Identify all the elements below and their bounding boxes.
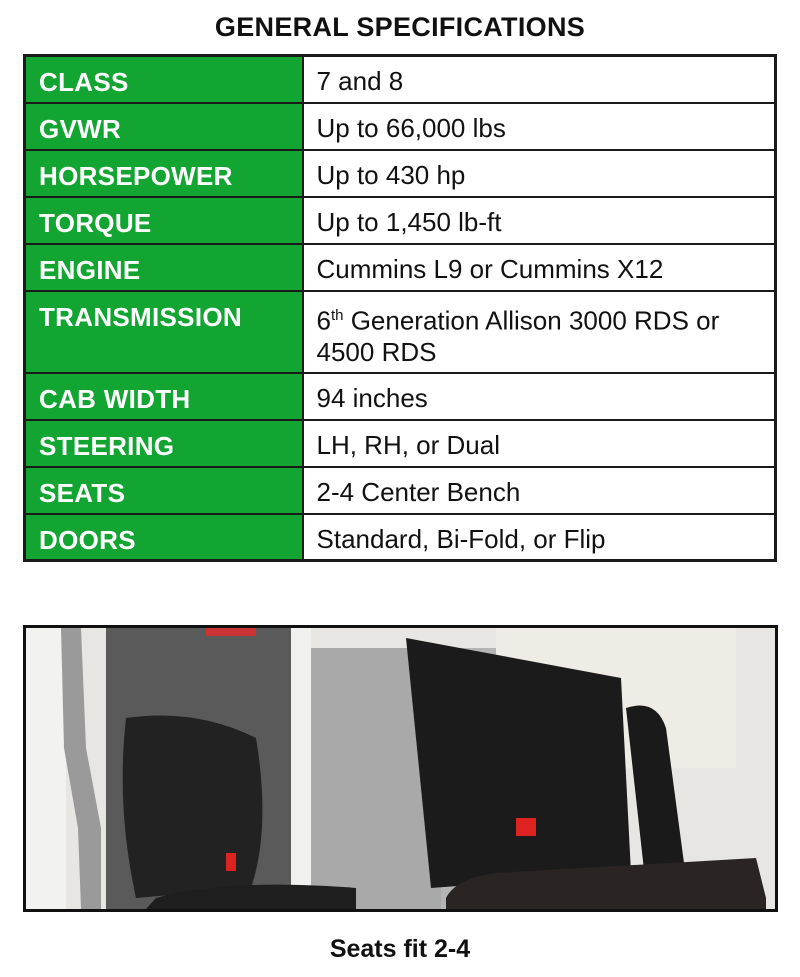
spec-value: Up to 66,000 lbs bbox=[303, 103, 776, 150]
table-row bbox=[25, 420, 776, 467]
spec-value: Cummins L9 or Cummins X12 bbox=[303, 244, 776, 291]
spec-label: STEERING bbox=[25, 420, 303, 467]
table-row bbox=[25, 244, 776, 291]
spec-value-prefix: 6 bbox=[316, 305, 331, 336]
spec-value-sup: th bbox=[330, 306, 344, 324]
table-row bbox=[25, 514, 776, 561]
spec-value bbox=[303, 291, 776, 373]
table-row bbox=[25, 197, 776, 244]
table-row bbox=[25, 467, 776, 514]
spec-table bbox=[23, 54, 777, 562]
spec-value: Up to 430 hp bbox=[303, 150, 776, 197]
photo-caption: Seats fit 2-4 bbox=[329, 935, 471, 963]
spec-label: ENGINE bbox=[25, 244, 303, 291]
spec-label: SEATS bbox=[25, 467, 303, 514]
spec-label: DOORS bbox=[25, 514, 303, 561]
spec-value-rest: Generation Allison 3000 RDS or 4500 RDS bbox=[316, 305, 720, 368]
seats-photo bbox=[23, 625, 778, 912]
spec-label: GVWR bbox=[25, 103, 303, 150]
spec-value: 94 inches bbox=[303, 373, 776, 420]
table-row bbox=[25, 373, 776, 420]
spec-value: Up to 1,450 lb-ft bbox=[303, 197, 776, 244]
spec-value: 2-4 Center Bench bbox=[303, 467, 776, 514]
table-row bbox=[25, 103, 776, 150]
cab-interior-image bbox=[26, 628, 775, 909]
spec-label: CLASS bbox=[25, 56, 303, 103]
spec-label: CAB WIDTH bbox=[25, 373, 303, 420]
table-row bbox=[25, 56, 776, 103]
table-row bbox=[25, 291, 776, 373]
table-row bbox=[25, 150, 776, 197]
spec-label: TORQUE bbox=[25, 197, 303, 244]
spec-value: Standard, Bi-Fold, or Flip bbox=[303, 514, 776, 561]
spec-label: HORSEPOWER bbox=[25, 150, 303, 197]
spec-value: 7 and 8 bbox=[303, 56, 776, 103]
spec-value: LH, RH, or Dual bbox=[303, 420, 776, 467]
spec-label: TRANSMISSION bbox=[25, 291, 303, 373]
spec-title: GENERAL SPECIFICATIONS bbox=[214, 12, 586, 42]
